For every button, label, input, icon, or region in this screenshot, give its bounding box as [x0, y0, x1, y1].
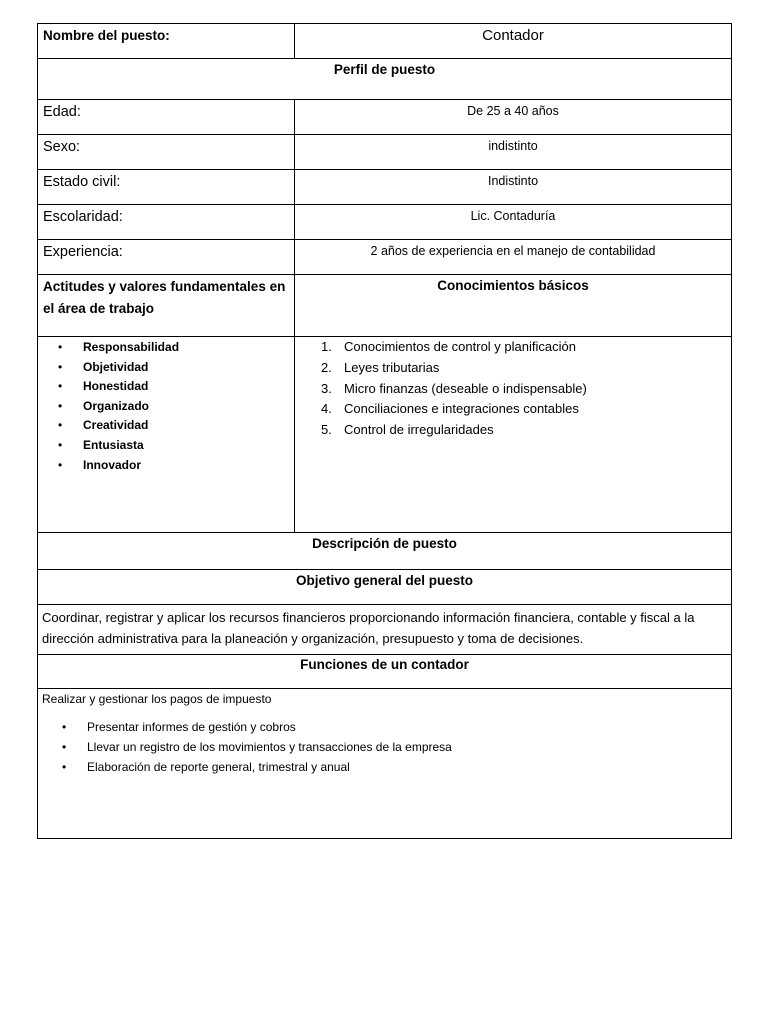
list-item: • Responsabilidad: [38, 338, 294, 358]
profile-title: Perfil de puesto: [333, 62, 436, 77]
row-functions-title: [38, 655, 731, 689]
list-text: Conocimientos de control y planificación: [344, 339, 576, 354]
list-number: 3.: [321, 380, 332, 396]
knowledge-list-cell: [295, 337, 731, 532]
education-label: Escolaridad:: [43, 209, 123, 225]
functions-title: Funciones de un contador: [300, 657, 469, 672]
sex-label-cell: [38, 135, 295, 169]
list-text: Control de irregularidades: [344, 422, 494, 438]
education-value: Lic. Contaduría: [470, 209, 556, 223]
age-value-cell: [295, 100, 731, 134]
job-profile-table: [37, 23, 732, 839]
row-functions: [38, 689, 731, 839]
attitudes-list-cell: [38, 337, 295, 532]
sex-value-cell: [295, 135, 731, 169]
list-number: 2.: [321, 359, 332, 375]
attitudes-header-cell: [38, 275, 295, 336]
functions-list: [38, 717, 731, 777]
row-civil-status: [38, 170, 731, 205]
attitudes-list: [38, 338, 294, 475]
list-item: • Honestidad: [38, 377, 294, 397]
job-name-label-cell: [38, 24, 295, 58]
description-title: Descripción de puesto: [312, 536, 457, 551]
row-sex: [38, 135, 731, 170]
sex-label: Sexo:: [43, 139, 81, 155]
list-number: 4.: [321, 401, 332, 417]
list-text: Leyes tributarias: [344, 359, 440, 375]
list-item: • Llevar un registro de los movimientos y transacciones de la empresa: [38, 737, 731, 757]
list-number: 1.: [321, 339, 332, 354]
list-number: 5.: [321, 422, 332, 438]
row-objective-title: [38, 570, 731, 605]
row-job-name: [38, 24, 731, 59]
civil-status-label-cell: [38, 170, 295, 204]
experience-label: Experiencia:: [43, 244, 123, 260]
experience-label-cell: [38, 240, 295, 274]
list-text: Conciliaciones e integraciones contables: [344, 401, 579, 417]
row-age: [38, 100, 731, 135]
row-experience: [38, 240, 731, 275]
row-description-title: [38, 533, 731, 570]
civil-status-label: Estado civil:: [43, 174, 121, 190]
experience-value-cell: [295, 240, 731, 274]
row-profile-title: [38, 59, 731, 100]
age-label: Edad:: [43, 104, 81, 120]
list-item: [295, 399, 731, 420]
sex-value: indistinto: [488, 139, 538, 153]
job-name-value: Contador: [482, 27, 544, 44]
list-text: Micro finanzas (deseable o indispensable): [344, 380, 587, 396]
list-item: • Entusiasta: [38, 436, 294, 456]
civil-status-value: Indistinto: [487, 174, 539, 188]
knowledge-header-cell: [295, 275, 731, 336]
functions-intro: Realizar y gestionar los pagos de impuesto: [42, 692, 272, 706]
objective-title: Objetivo general del puesto: [295, 573, 474, 588]
knowledge-list: [295, 337, 731, 441]
list-item: • Innovador: [38, 456, 294, 476]
list-item: • Creatividad: [38, 416, 294, 436]
education-value-cell: [295, 205, 731, 239]
knowledge-title: Conocimientos básicos: [437, 278, 589, 293]
age-value: De 25 a 40 años: [467, 104, 559, 118]
row-section-headers: [38, 275, 731, 337]
list-item: • Objetividad: [38, 358, 294, 378]
civil-status-value-cell: [295, 170, 731, 204]
list-item: • Elaboración de reporte general, trimestral y anual: [38, 757, 731, 777]
list-item: [295, 379, 731, 400]
row-education: [38, 205, 731, 240]
list-item: [295, 337, 731, 358]
attitudes-title: Actitudes y valores fundamentales en el área de trabajo: [43, 279, 286, 316]
job-name-label: Nombre del puesto:: [43, 28, 170, 43]
list-item: [295, 358, 731, 379]
row-lists: [38, 337, 731, 533]
job-name-value-cell: [295, 24, 731, 58]
list-item: • Presentar informes de gestión y cobros: [38, 717, 731, 737]
list-item: [295, 420, 731, 441]
list-item: • Organizado: [38, 397, 294, 417]
age-label-cell: [38, 100, 295, 134]
objective-text: Coordinar, registrar y aplicar los recursos financieros proporcionando información financiera, contable y fiscal a la dirección administrativa para la planeación y organización, presupuesto y toma de decisiones.: [42, 610, 695, 646]
education-label-cell: [38, 205, 295, 239]
experience-value: 2 años de experiencia en el manejo de contabilidad: [370, 244, 656, 258]
row-objective-text: [38, 605, 731, 655]
